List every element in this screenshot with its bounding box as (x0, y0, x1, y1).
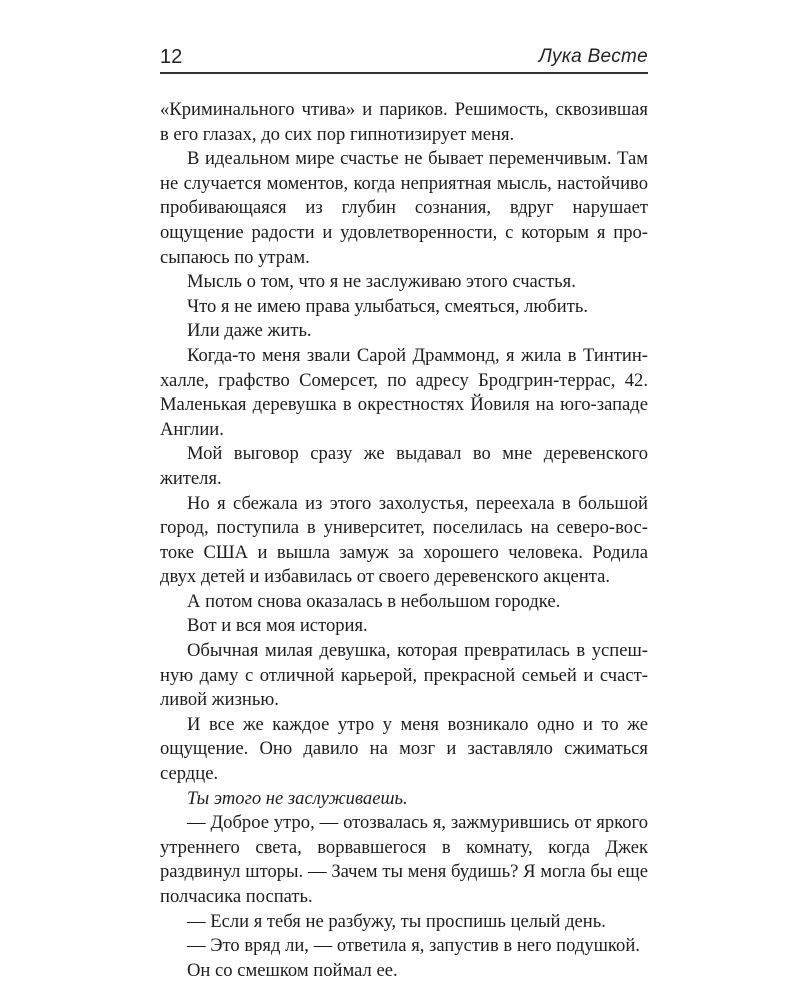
header-rule (160, 72, 648, 74)
paragraph-12: И все же каждое утро у меня возникало одно и то же ощущение. Оно давило на мозг и заставляло сжиматься сердце. (160, 713, 648, 785)
paragraph-8: Но я сбежала из этого захолустья, переехала в большой город, поступила в университет, поселилась на северо-востоке США и вышла замуж за хорошего человека. Родила двух детей и избавилась от своего деревенского акцента. (160, 492, 648, 588)
paragraph-10: Вот и вся моя история. (187, 615, 368, 637)
paragraph-9: А потом снова оказалась в небольшом городке. (187, 590, 561, 612)
page-header (160, 42, 648, 72)
paragraph-16: — Это вряд ли, — ответила я, запустив в него подушкой. (187, 935, 640, 957)
paragraph-5: Или даже жить. (187, 320, 312, 342)
paragraph-7: Мой выговор сразу же выдавал во мне деревенского жителя. (160, 443, 648, 489)
paragraph-14: — Доброе утро, — отозвалась я, зажмурившись от яркого утреннего света, ворвавшегося в комнату, когда Джек раздвинул шторы. — Зачем ты меня будишь? Я могла бы еще полчасика поспать. (160, 812, 648, 907)
paragraph-3: Мысль о том, что я не заслуживаю этого счастья. (187, 271, 576, 293)
paragraph-11: Обычная милая девушка, которая превратилась в успешную даму с отличной карьерой, прекрасной семьей и счастливой жизнью. (160, 640, 648, 711)
paragraph-17: Он со смешком поймал ее. (187, 959, 398, 981)
paragraph-15: — Если я тебя не разбужу, ты проспишь целый день. (187, 910, 606, 932)
running-title: Лука Весте (538, 46, 648, 67)
paragraph-13-italic: Ты этого не заслуживаешь. (187, 787, 408, 809)
paragraph-1: «Криминального чтива» и париков. Решимость, сквозившая в его глазах, до сих пор гипнотизирует меня. (160, 99, 648, 145)
paragraph-4: Что я не имею права улыбаться, смеяться, любить. (187, 295, 588, 317)
paragraph-2: В идеальном мире счастье не бывает переменчивым. Там не случается моментов, когда неприятная мысль, настойчиво пробивающаяся из глубин сознания, вдруг нарушает ощущение радости и удовлетворенности, с которым я просыпаюсь по утрам. (160, 148, 648, 268)
paragraph-6: Когда-то меня звали Сарой Драммонд, я жила в Тинтинхалле, графство Сомерсет, по адресу Бродгрин-террас, 42. Маленькая деревушка в окрестностях Йовиля на юго-западе Англии. (160, 344, 648, 440)
page-number: 12 (160, 46, 183, 68)
body-text (160, 98, 648, 983)
